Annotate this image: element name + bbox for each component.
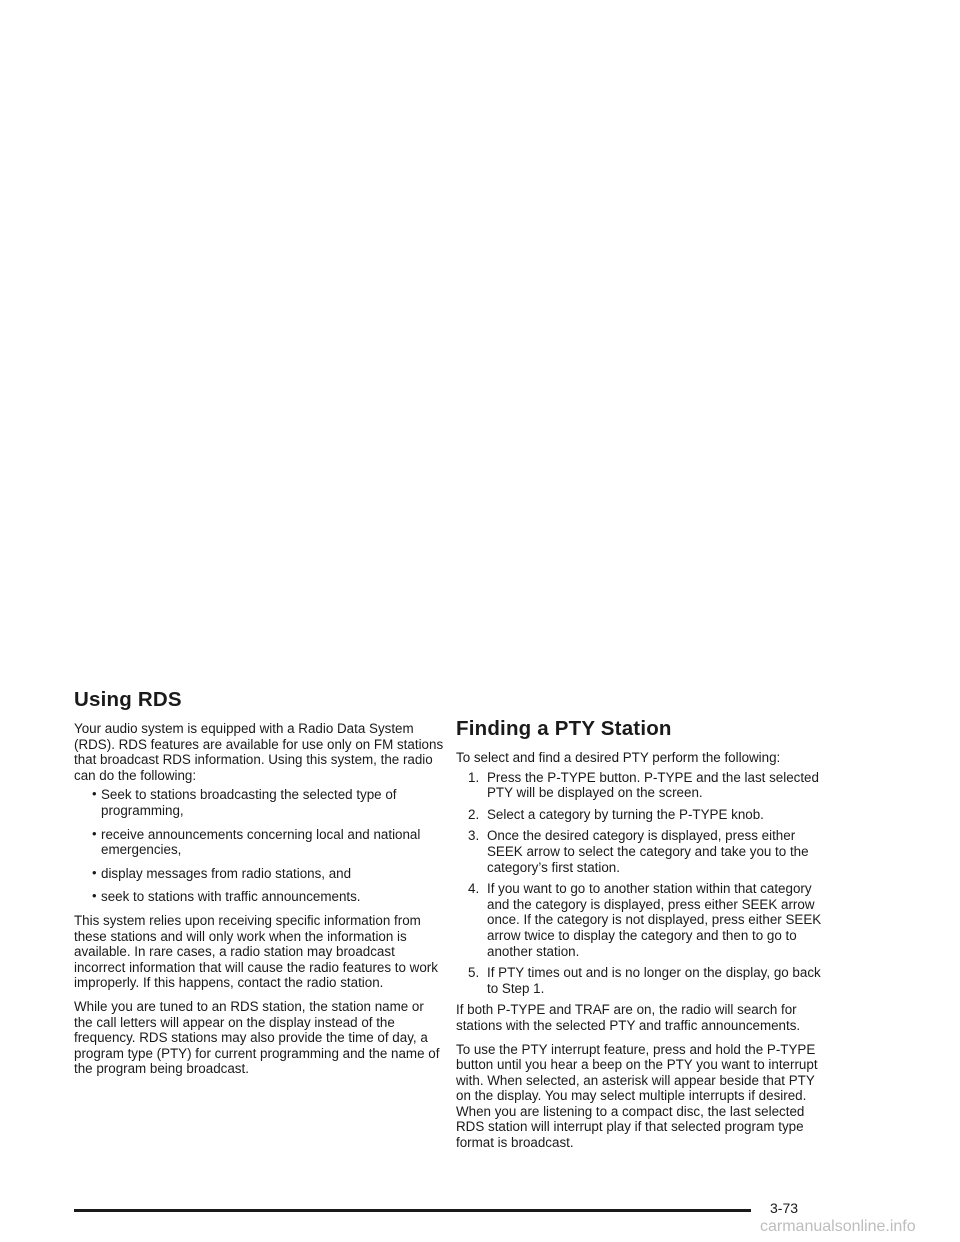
step-number: 3. (468, 828, 480, 844)
intro-paragraph: To select and find a desired PTY perform the following: (456, 750, 781, 765)
page-number: 3-73 (770, 1200, 799, 1216)
list-item: • Seek to stations broadcasting the selected type of programming, (92, 786, 397, 818)
list-item: 2. Select a category by turning the P-TYPE knob. (468, 806, 764, 822)
list-item: 3. Once the desired category is displayed, press either SEEK arrow to select the category and take you to the category’s first station. (468, 828, 809, 875)
section-title: Using RDS (74, 688, 182, 711)
list-item: 4. If you want to go to another station within that category and the category is displayed, press either SEEK arrow once. If the category is not displayed, press either SEEK arrow twice to display the category and then to go to another station. (468, 881, 822, 959)
step-number: 1. (468, 769, 480, 785)
body-paragraph: If both P-TYPE and TRAF are on, the radio will search for stations with the selected PTY and traffic announcements. (456, 1002, 801, 1033)
section-title: Finding a PTY Station (456, 717, 672, 740)
footer-rule (74, 1209, 751, 1212)
steps-list (456, 770, 824, 997)
body-paragraph: This system relies upon receiving specific information from these stations and will only work when the information is available. In rare cases, a radio station may broadcast incorrect information that will cause the radio features to work improperly. If this happens, contact the radio station. (74, 912, 438, 991)
bullet-icon: • (92, 786, 97, 802)
step-number: 4. (468, 881, 480, 897)
body-paragraph: While you are tuned to an RDS station, the station name or the call letters will appear on the display instead of the frequency. RDS stations may also provide the time of day, a program type (PTY) for current programming and the name of the program being broadcast. (74, 998, 440, 1077)
section-using-rds (74, 688, 444, 1085)
watermark: carmanualsonline.info (760, 1218, 916, 1235)
bullet-icon: • (92, 864, 97, 880)
list-item: 1. Press the P-TYPE button. P-TYPE and the last selected PTY will be displayed on the screen. (468, 769, 819, 801)
list-item: 5. If PTY times out and is no longer on the display, go back to Step 1. (468, 965, 821, 996)
bullet-icon: • (92, 825, 97, 841)
step-number: 5. (468, 965, 480, 981)
section-finding-pty-station (456, 688, 824, 1159)
body-paragraph: To use the PTY interrupt feature, press and hold the P-TYPE button until you hear a beep on the PTY you want to interrupt with. When selected, an asterisk will appear beside that PTY on the display. You may select multiple interrupts if desired. When you are listening to a compact disc, the last selected RDS station will interrupt play if that selected program type format is broadcast. (456, 1041, 818, 1151)
list-item: • receive announcements concerning local and national emergencies, (92, 825, 421, 858)
list-item: • seek to stations with traffic announcements. (92, 888, 361, 905)
bullet-icon: • (92, 888, 97, 904)
feature-list (74, 787, 444, 905)
step-number: 2. (468, 806, 480, 822)
intro-paragraph: Your audio system is equipped with a Radio Data System (RDS). RDS features are available for use only on FM stations that broadcast RDS information. Using this system, the radio can do the following: (74, 721, 444, 783)
list-item: • display messages from radio stations, and (92, 864, 352, 881)
